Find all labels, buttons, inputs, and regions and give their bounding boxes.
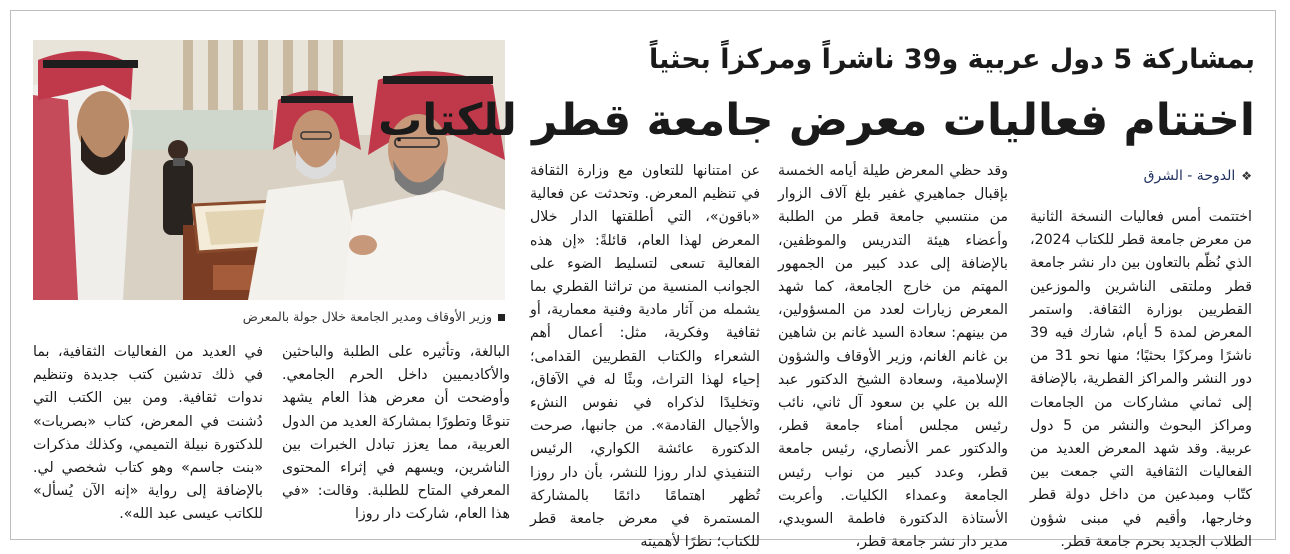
article-column-5: في العديد من الفعاليات الثقافية، بما في ذلك تدشين كتب جديدة وتنظيم ندوات ثقافية. ومن بين الكتب التي دُشنت في المعرض، كتاب «بصريات» للدكتورة نبيلة التميمي، وكذلك مذكرات «بنت جاسم» وهو كتاب شخصي لي. بالإضافة إلى رواية «إنه الآن يُسأل» للكاتب عيسى عبد الله». <box>33 344 263 523</box>
byline-text: الدوحة - الشرق <box>1143 168 1236 184</box>
article-byline <box>1040 168 1252 190</box>
article-photo <box>33 40 505 300</box>
article-column-3: عن امتنانها للتعاون مع وزارة الثقافة في تنظيم المعرض. وتحدثت عن فعالية «باقون»، التي أطلقتها الدار خلال المعرض لهذا العام، قائلةً: «إن هذه الفعالية تسعى لتسليط الضوء على الجوانب المنسية من تراثنا القطري بما يشمله من آثار مادية وفنية معمارية، أو ثقافية وفكرية، مثل: أعمال أهم الشعراء والكتاب القطريين القدامى؛ إحياء لهذا التراث، وبثًا له في الآفاق، وتخليدًا لذكراه في نفوس النشء والأجيال القادمة». من جانبها، صرحت الدكتورة عائشة الكواري، الرئيس التنفيذي لدار روزا للنشر، بأن دار روزا تُظهر اهتمامًا دائمًا بالمشاركة المستمرة في معرض جامعة قطر للكتاب؛ نظرًا لأهميته <box>530 163 760 551</box>
article-column-2: وقد حظي المعرض طيلة أيامه الخمسة بإقبال جماهيري غفير بلغ آلاف الزوار من منتسبي جامعة قطر من الطلبة وأعضاء هيئة التدريس والموظفين، بالإضافة إلى عدد كبير من الجمهور المهتم من خارج الجامعة، كما شهد المعرض زيارات لعدد من المسؤولين، من بينهم: سعادة السيد غانم بن شاهين بن غانم الغانم، وزير الأوقاف والشؤون الإسلامية، وسعادة الشيخ الدكتور عبد الله بن علي بن سعود آل ثاني، نائب رئيس مجلس أمناء جامعة قطر، والدكتور عمر الأنصاري، رئيس جامعة قطر، وعدد كبير من نواب رئيس الجامعة وعمداء الكليات. وأعربت الأستاذة الدكتورة فاطمة السويدي، مدير دار نشر جامعة قطر، <box>778 163 1008 551</box>
caption-square-icon <box>498 314 505 321</box>
article-column-1: اختتمت أمس فعاليات النسخة الثانية من معرض جامعة قطر للكتاب 2024، الذي نُظّم بالتعاون بين دار نشر جامعة قطر وملتقى الناشرين والموزعين القطريين بوزارة الثقافة. واستمر المعرض لمدة 5 أيام، شارك فيه 39 ناشرًا ومركزًا بحثيًا؛ منها نحو 31 من دور النشر والمراكز القطرية، بالإضافة إلى ثماني مشاركات من الجامعات ومراكز البحوث والنشر من 5 دول عربية. وقد شهد المعرض العديد من الفعاليات الثقافية التي جمعت بين كتّاب ومبدعين من داخل دولة قطر وخارجها، وأقيم في مبنى شؤون الطلاب الجديد بحرم جامعة قطر. <box>1030 209 1253 550</box>
exhibition-photo-illustration <box>33 40 505 300</box>
caption-text: وزير الأوقاف ومدير الجامعة خلال جولة بالمعرض <box>242 309 492 324</box>
article-subhead: بمشاركة 5 دول عربية و39 ناشراً ومركزاً بحثياً <box>649 44 1255 75</box>
byline-diamond-icon: ❖ <box>1241 169 1252 183</box>
left-man-figure <box>33 51 138 300</box>
photo-caption <box>33 309 505 329</box>
article-headline: اختتام فعاليات معرض جامعة قطر للكتاب <box>378 95 1255 146</box>
article-column-4: البالغة، وتأثيره على الطلبة والباحثين والأكاديميين داخل الحرم الجامعي. وأوضحت أن معرض هذا العام يشهد تنوعًا وتطورًا بمشاركة العديد من الدول العربية، مما يعزز تبادل الخبرات بين الناشرين، ويسهم في إثراء المحتوى المعرفي المتاح للطلبة. وقالت: «في هذا العام، شاركت دار روزا <box>282 344 510 523</box>
